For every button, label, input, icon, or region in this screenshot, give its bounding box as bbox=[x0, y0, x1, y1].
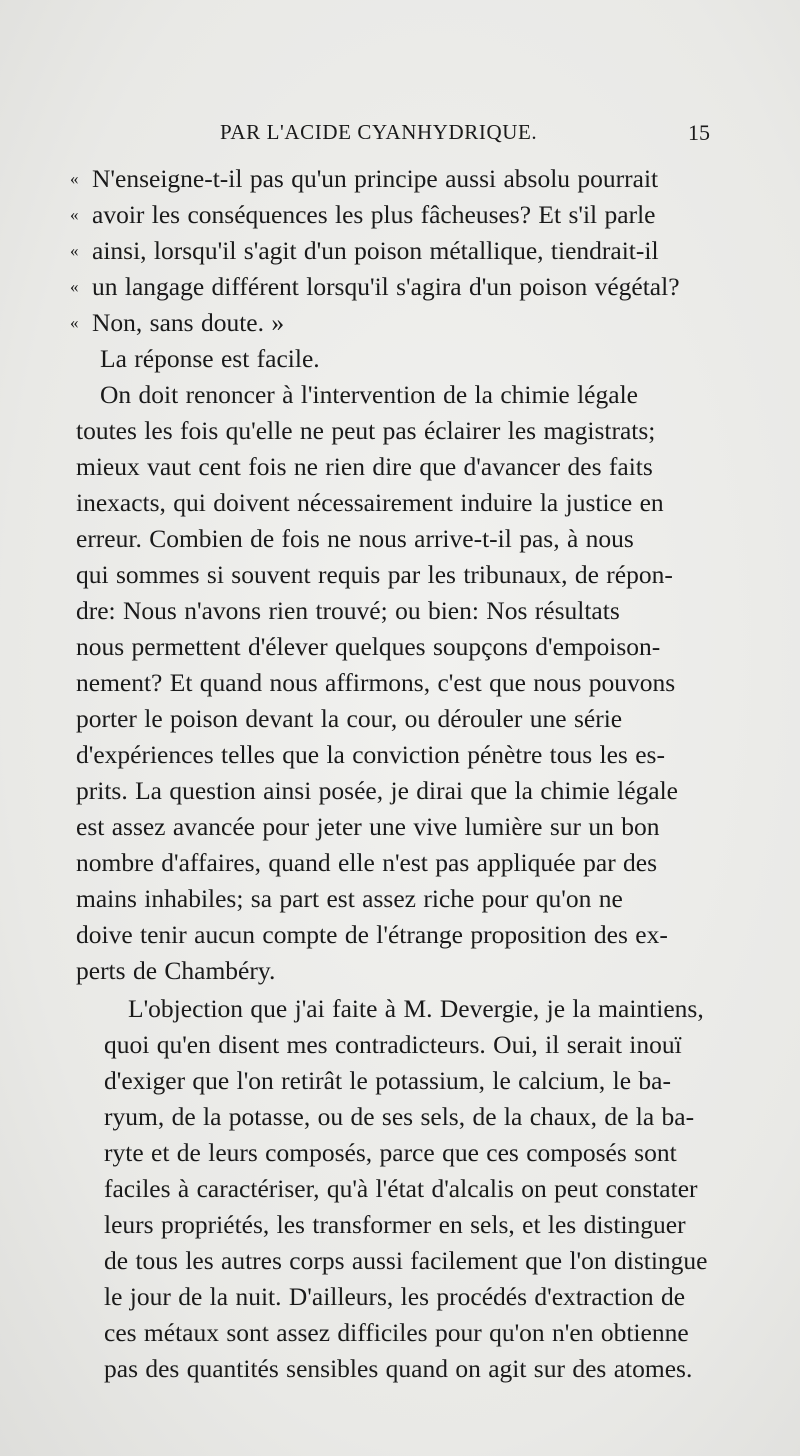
text-line: qui sommes si souvent requis par les tribunaux, de répon- bbox=[76, 560, 673, 589]
text-line: dre: Nous n'avons rien trouvé; ou bien: Nos résultats bbox=[76, 596, 620, 625]
text-line: ryum, de la potasse, ou de ses sels, de la chaux, de la ba- bbox=[104, 1102, 695, 1131]
quote-mark: « bbox=[70, 313, 79, 332]
text-line: On doit renoncer à l'intervention de la chimie légale bbox=[100, 380, 638, 409]
quote-mark: « bbox=[70, 169, 79, 188]
quote-mark: « bbox=[70, 277, 79, 296]
text-line: de tous les autres corps aussi facilement que l'on distingue bbox=[104, 1246, 708, 1275]
text-line: avoir les conséquences les plus fâcheuses? Et s'il parle bbox=[92, 200, 656, 229]
text-line: nement? Et quand nous affirmons, c'est que nous pouvons bbox=[76, 668, 676, 697]
quote-mark: « bbox=[70, 241, 79, 260]
text-line: ryte et de leurs composés, parce que ces composés sont bbox=[104, 1138, 677, 1167]
text-line: pas des quantités sensibles quand on agit sur des atomes. bbox=[104, 1354, 693, 1383]
text-line: leurs propriétés, les transformer en sels, et les distinguer bbox=[104, 1210, 686, 1239]
text-line: mieux vaut cent fois ne rien dire que d'avancer des faits bbox=[76, 452, 653, 481]
text-line: porter le poison devant la cour, ou dérouler une série bbox=[76, 704, 623, 733]
text-line: perts de Chambéry. bbox=[76, 956, 276, 985]
text-line: toutes les fois qu'elle ne peut pas éclairer les magistrats; bbox=[76, 416, 656, 445]
text-line: d'exiger que l'on retirât le potassium, le calcium, le ba- bbox=[104, 1066, 671, 1095]
quote-mark: « bbox=[70, 205, 79, 224]
text-line: prits. La question ainsi posée, je dirai que la chimie légale bbox=[76, 776, 678, 805]
page-header bbox=[220, 120, 710, 156]
text-line: L'objection que j'ai faite à M. Devergie, je la maintiens, bbox=[128, 994, 704, 1023]
text-line: Non, sans doute. » bbox=[92, 308, 285, 337]
text-line: erreur. Combien de fois ne nous arrive-t-il pas, à nous bbox=[76, 524, 634, 553]
text-line: faciles à caractériser, qu'à l'état d'alcalis on peut constater bbox=[104, 1174, 698, 1203]
text-line: le jour de la nuit. D'ailleurs, les procédés d'extraction de bbox=[104, 1282, 686, 1311]
text-line: N'enseigne-t-il pas qu'un principe aussi absolu pourrait bbox=[92, 164, 659, 193]
text-line: d'expériences telles que la conviction pénètre tous les es- bbox=[76, 740, 665, 769]
text-line: doive tenir aucun compte de l'étrange proposition des ex- bbox=[76, 920, 668, 949]
text-line: nous permettent d'élever quelques soupçons d'empoison- bbox=[76, 632, 661, 661]
text-line: ces métaux sont assez difficiles pour qu'on n'en obtienne bbox=[104, 1318, 689, 1347]
text-line: est assez avancée pour jeter une vive lumière sur un bon bbox=[76, 812, 660, 841]
text-line: ainsi, lorsqu'il s'agit d'un poison métallique, tiendrait-il bbox=[92, 236, 659, 265]
text-line: un langage différent lorsqu'il s'agira d'un poison végétal? bbox=[92, 272, 680, 301]
running-head: PAR L'ACIDE CYANHYDRIQUE. bbox=[220, 120, 538, 144]
text-line: inexacts, qui doivent nécessairement induire la justice en bbox=[76, 488, 664, 517]
text-line: quoi qu'en disent mes contradicteurs. Oui, il serait inouï bbox=[104, 1030, 682, 1059]
page-number: 15 bbox=[688, 120, 710, 145]
text-line: nombre d'affaires, quand elle n'est pas appliquée par des bbox=[76, 848, 658, 877]
text-line: mains inhabiles; sa part est assez riche pour qu'on ne bbox=[76, 884, 623, 913]
text-line: La réponse est facile. bbox=[100, 344, 320, 373]
